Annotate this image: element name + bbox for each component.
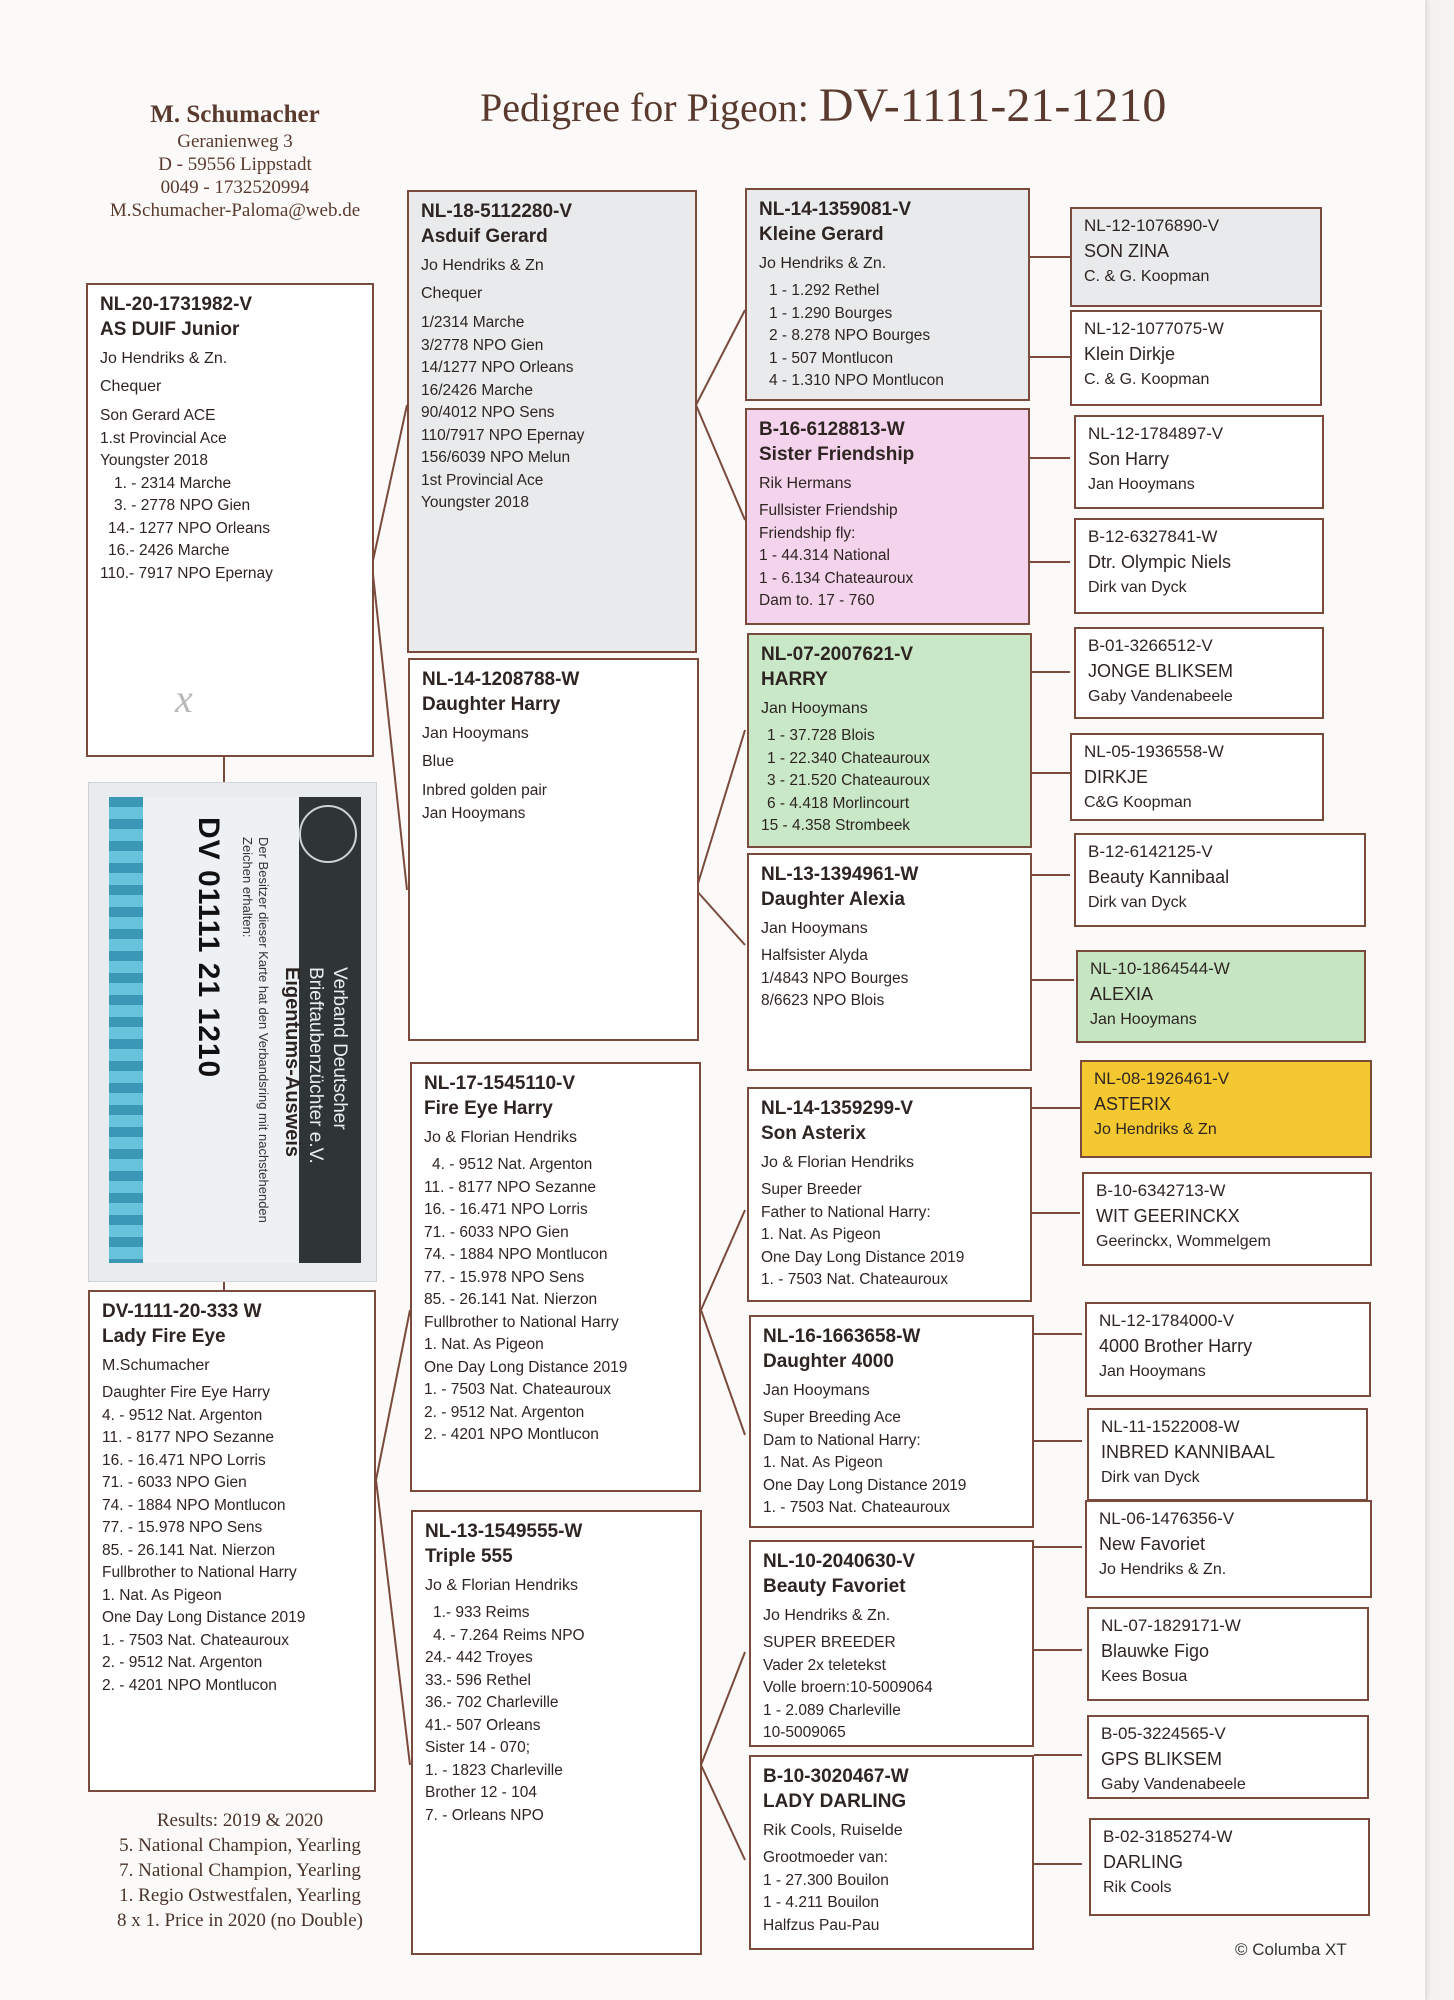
dam-sire-card: [410, 1062, 701, 1492]
result-line: 1 - 22.340 Chateauroux: [767, 749, 930, 767]
pigeon-color: Blue: [422, 753, 455, 770]
result-line: 16/2426 Marche: [421, 381, 534, 399]
gen4-card-6: [1070, 733, 1324, 821]
breeder-name: Jan Hooymans: [422, 725, 529, 742]
result-line: Super Breeding Ace: [763, 1409, 901, 1426]
result-line: 16.- 2426 Marche: [108, 542, 230, 559]
pigeon-name: Sister Friendship: [759, 444, 915, 465]
breeder-name: Rik Hermans: [759, 475, 852, 492]
pigeon-name: WIT GEERINCKX: [1096, 1206, 1240, 1226]
result-line: Grootmoeder van:: [763, 1849, 888, 1866]
pigeon-name: 4000 Brother Harry: [1099, 1336, 1253, 1356]
result-line: Fullbrother to National Harry: [102, 1564, 297, 1581]
result-line: Halfzus Pau-Pau: [763, 1916, 880, 1934]
result-line: 1. - 1823 Charleville: [425, 1761, 563, 1779]
breeder-name: Gaby Vandenabeele: [1101, 1776, 1246, 1793]
pigeon-name: Klein Dirkje: [1084, 344, 1176, 364]
ring-number: B-10-6342713-W: [1096, 1181, 1226, 1200]
result-line: One Day Long Distance 2019: [424, 1358, 628, 1376]
result-line: 1 - 2.089 Charleville: [763, 1701, 901, 1719]
ownership-card: [109, 797, 361, 1263]
breeder-name: Kees Bosua: [1101, 1668, 1188, 1685]
result-line: 2. - 4201 NPO Montlucon: [102, 1676, 277, 1694]
ring-number: NL-07-2007621-V: [761, 644, 914, 665]
result-line: 2. - 9512 Nat. Argenton: [424, 1403, 585, 1421]
ring-number: NL-10-1864544-W: [1090, 959, 1230, 978]
ring-number: DV-1111-20-333 W: [102, 1301, 262, 1322]
result-line: One Day Long Distance 2019: [763, 1476, 967, 1494]
result-line: 11. - 8177 NPO Sezanne: [424, 1178, 597, 1196]
breeder-name: Jo Hendriks & Zn.: [1099, 1561, 1227, 1578]
pigeon-name: HARRY: [761, 669, 828, 690]
gen3-card-8: [749, 1755, 1034, 1950]
result-line: Volle broern:10-5009064: [763, 1679, 933, 1696]
page-title: [480, 78, 1240, 133]
gen4-card-11: [1085, 1302, 1371, 1397]
pigeon-name: GPS BLIKSEM: [1101, 1749, 1223, 1769]
gen4-card-8: [1076, 950, 1366, 1043]
breeder-name: M.Schumacher: [102, 1357, 210, 1374]
result-line: 1 - 27.300 Bouilon: [763, 1871, 889, 1889]
ring-number: B-16-6128813-W: [759, 419, 905, 440]
result-line: 1. - 7503 Nat. Chateauroux: [763, 1499, 950, 1516]
result-line: 1. Nat. As Pigeon: [102, 1586, 222, 1604]
ring-number: B-02-3185274-W: [1103, 1827, 1233, 1846]
result-line: 1. - 2314 Marche: [114, 474, 232, 492]
dam-dam-card: [411, 1510, 702, 1955]
result-line: 71. - 6033 NPO Gien: [102, 1474, 247, 1491]
result-line: 1.st Provincial Ace: [100, 429, 227, 447]
results-line: 1. Regio Ostwestfalen, Yearling: [119, 1885, 361, 1906]
ring-number: NL-20-1731982-V: [100, 294, 253, 315]
title-ring-number: DV-1111-21-1210: [818, 79, 1167, 132]
ring-number: NL-07-1829171-W: [1101, 1616, 1241, 1635]
result-line: 74. - 1884 NPO Montlucon: [424, 1246, 608, 1263]
breeder-name: Geerinckx, Wommelgem: [1096, 1233, 1271, 1250]
gen3-card-4: [747, 853, 1032, 1071]
result-line: 1. Nat. As Pigeon: [424, 1336, 544, 1353]
result-line: 1 - 1.292 Rethel: [769, 282, 880, 299]
sire-sire-card: [407, 190, 697, 653]
result-line: 1. Nat. As Pigeon: [763, 1454, 883, 1471]
sire-card: [86, 283, 374, 757]
result-line: 4. - 9512 Nat. Argenton: [102, 1406, 263, 1424]
result-line: 85. - 26.141 Nat. Nierzon: [102, 1541, 276, 1559]
result-line: Vader 2x teletekst: [763, 1656, 886, 1674]
result-line: Daughter Fire Eye Harry: [102, 1384, 270, 1401]
ring-number: B-12-6327841-W: [1088, 527, 1218, 546]
result-line: 2. - 4201 NPO Montlucon: [424, 1426, 599, 1443]
result-line: Youngster 2018: [421, 494, 530, 511]
result-line: Sister 14 - 070;: [425, 1739, 531, 1756]
pigeon-name: Blauwke Figo: [1101, 1641, 1210, 1661]
breeder-name: Jo Hendriks & Zn.: [763, 1607, 891, 1624]
owner-city: D - 59556 Lippstadt: [158, 154, 312, 175]
result-line: 11. - 8177 NPO Sezanne: [102, 1429, 275, 1446]
result-line: 3/2778 NPO Gien: [421, 336, 544, 354]
pigeon-name: JONGE BLIKSEM: [1088, 661, 1234, 681]
result-line: 1 - 37.728 Blois: [767, 727, 875, 744]
result-line: Father to National Harry:: [761, 1203, 931, 1221]
result-line: 74. - 1884 NPO Montlucon: [102, 1496, 286, 1514]
result-line: 2. - 9512 Nat. Argenton: [102, 1654, 263, 1671]
owner-name: M. Schumacher: [150, 101, 320, 128]
breeder-name: C. & G. Koopman: [1084, 268, 1210, 285]
gen4-card-15: [1087, 1715, 1369, 1799]
result-line: Youngster 2018: [100, 452, 209, 469]
result-line: Brother 12 - 104: [425, 1784, 538, 1801]
result-line: 1. - 7503 Nat. Chateauroux: [424, 1381, 611, 1398]
result-line: Dam to National Harry:: [763, 1431, 921, 1449]
pigeon-name: Lady Fire Eye: [102, 1326, 226, 1347]
result-line: 77. - 15.978 NPO Sens: [424, 1268, 585, 1286]
pigeon-name: Beauty Favoriet: [763, 1576, 906, 1597]
ring-number: NL-10-2040630-V: [763, 1551, 916, 1572]
breeder-name: Dirk van Dyck: [1088, 894, 1187, 911]
ring-number: NL-12-1077075-W: [1084, 319, 1224, 338]
result-line: SUPER BREEDER: [763, 1634, 896, 1651]
breeder-name: Jan Hooymans: [1090, 1011, 1197, 1028]
gen4-card-5: [1074, 627, 1324, 719]
breeder-name: Jan Hooymans: [761, 700, 868, 717]
breeder-name: Jo & Florian Hendriks: [424, 1129, 577, 1146]
ring-number: NL-18-5112280-V: [421, 201, 573, 222]
result-line: 1st Provincial Ace: [421, 471, 544, 489]
ring-number: B-01-3266512-V: [1088, 636, 1213, 655]
ring-number: B-05-3224565-V: [1101, 1724, 1226, 1743]
gen3-card-7: [749, 1540, 1034, 1747]
result-line: 6 - 4.418 Morlincourt: [767, 794, 910, 812]
gen4-card-4: [1074, 518, 1324, 614]
pigeon-name: Son Asterix: [761, 1123, 866, 1144]
ring-number: NL-12-1076890-V: [1084, 216, 1220, 235]
pigeon-name: DIRKJE: [1084, 767, 1149, 787]
breeder-name: Jan Hooymans: [763, 1382, 870, 1399]
result-line: Fullsister Friendship: [759, 502, 898, 519]
result-line: 33.- 596 Rethel: [425, 1671, 531, 1689]
result-line: Fullbrother to National Harry: [424, 1313, 619, 1331]
pigeon-name: New Favoriet: [1099, 1534, 1206, 1554]
result-line: 16. - 16.471 NPO Lorris: [102, 1451, 266, 1469]
ownership-card-photo: [88, 782, 377, 1282]
result-line: 41.- 507 Orleans: [425, 1716, 541, 1734]
ring-number: B-12-6142125-V: [1088, 842, 1213, 861]
ring-number: NL-08-1926461-V: [1094, 1069, 1230, 1088]
result-line: Friendship fly:: [759, 524, 856, 542]
result-line: 1/2314 Marche: [421, 314, 525, 331]
pigeon-name: ASTERIX: [1094, 1094, 1172, 1114]
result-line: 110.- 7917 NPO Epernay: [100, 564, 273, 582]
result-line: 1.- 933 Reims: [433, 1604, 530, 1621]
pigeon-name: AS DUIF Junior: [100, 319, 240, 340]
pigeon-name: SON ZINA: [1084, 241, 1170, 261]
gen4-card-12: [1087, 1408, 1368, 1501]
results-title: Results: 2019 & 2020: [156, 1810, 324, 1831]
result-line: 3 - 21.520 Chateauroux: [767, 772, 930, 789]
result-line: 110/7917 NPO Epernay: [421, 426, 585, 444]
result-line: 71. - 6033 NPO Gien: [424, 1223, 569, 1241]
gen4-card-1: [1070, 207, 1322, 307]
ring-number: B-10-3020467-W: [763, 1766, 909, 1787]
owner-block: [90, 100, 380, 222]
breeder-name: Dirk van Dyck: [1101, 1469, 1200, 1486]
result-line: 24.- 442 Troyes: [425, 1649, 533, 1666]
card-description: Der Besitzer dieser Karte hat den Verbandsring mit nachstehenden Zeichen erhalten:: [240, 837, 271, 1223]
result-line: 1 - 6.134 Chateauroux: [759, 569, 914, 587]
breeder-name: Rik Cools: [1103, 1879, 1172, 1896]
card-ring-number: DV 01111 21 1210: [192, 817, 225, 1079]
result-line: 1 - 44.314 National: [759, 547, 890, 564]
breeder-name: Jo Hendriks & Zn: [1094, 1121, 1217, 1138]
owner-street: Geranienweg 3: [177, 131, 293, 152]
results-line: 8 x 1. Price in 2020 (no Double): [117, 1910, 363, 1931]
pigeon-name: Kleine Gerard: [759, 224, 884, 245]
result-line: 14.- 1277 NPO Orleans: [108, 519, 270, 537]
results-line: 7. National Champion, Yearling: [119, 1860, 361, 1881]
result-line: 4 - 1.310 NPO Montlucon: [769, 372, 944, 389]
card-organisation: Verband Deutscher Brieftaubenzüchter e.V.: [305, 967, 350, 1164]
result-line: 10-5009065: [763, 1724, 846, 1741]
result-line: Jan Hooymans: [422, 804, 526, 822]
result-line: 1. - 7503 Nat. Chateauroux: [761, 1271, 948, 1288]
result-line: One Day Long Distance 2019: [761, 1248, 965, 1266]
breeder-name: Gaby Vandenabeele: [1088, 688, 1233, 705]
result-line: 4. - 9512 Nat. Argenton: [432, 1156, 593, 1173]
result-line: 1/4843 NPO Bourges: [761, 969, 909, 987]
copyright-notice: © Columba XT: [1235, 1940, 1347, 1959]
ring-number: NL-13-1394961-W: [761, 864, 919, 885]
result-line: 8/6623 NPO Blois: [761, 992, 885, 1009]
result-line: Inbred golden pair: [422, 782, 547, 799]
gen4-card-7: [1074, 833, 1366, 927]
sire-dam-card: [408, 658, 699, 1041]
result-line: 77. - 15.978 NPO Sens: [102, 1519, 263, 1536]
pigeon-name: Dtr. Olympic Niels: [1088, 552, 1232, 572]
card-heading: Eigentums-Ausweis: [281, 967, 303, 1158]
pigeon-color: Chequer: [100, 378, 162, 395]
pigeon-name: Triple 555: [425, 1546, 513, 1567]
gen3-card-5: [747, 1087, 1032, 1302]
result-line: 14/1277 NPO Orleans: [421, 359, 574, 376]
ring-number: NL-11-1522008-W: [1101, 1417, 1240, 1436]
pigeon-name: Daughter Harry: [422, 694, 561, 715]
breeder-name: Jan Hooymans: [761, 920, 868, 937]
ring-number: NL-14-1359081-V: [759, 199, 912, 220]
pigeon-name: DARLING: [1103, 1852, 1184, 1872]
ring-number: NL-06-1476356-V: [1099, 1509, 1235, 1528]
card-text-rotated: [109, 797, 361, 1263]
breeder-name: Jo & Florian Hendriks: [761, 1154, 914, 1171]
result-line: 1. Nat. As Pigeon: [761, 1226, 881, 1243]
gen4-card-16: [1089, 1818, 1370, 1916]
gen4-card-3: [1074, 415, 1324, 509]
pigeon-name: Beauty Kannibaal: [1088, 867, 1230, 887]
handwritten-mark: x: [175, 676, 193, 721]
result-line: 1 - 507 Montlucon: [769, 349, 894, 367]
gen4-card-13: [1085, 1500, 1372, 1598]
gen4-card-14: [1087, 1607, 1369, 1701]
breeder-name: Jan Hooymans: [1088, 476, 1195, 493]
breeder-name: Dirk van Dyck: [1088, 579, 1187, 596]
result-line: 156/6039 NPO Melun: [421, 449, 571, 466]
ring-number: NL-14-1359299-V: [761, 1098, 914, 1119]
gen3-card-3: [747, 633, 1032, 848]
ring-number: NL-16-1663658-W: [763, 1326, 921, 1347]
result-line: Son Gerard ACE: [100, 407, 216, 424]
ring-number: NL-05-1936558-W: [1084, 742, 1224, 761]
result-line: One Day Long Distance 2019: [102, 1609, 306, 1626]
title-prefix: Pedigree for Pigeon:: [480, 85, 809, 130]
pigeon-name: Daughter Alexia: [761, 889, 905, 910]
owner-email[interactable]: M.Schumacher-Paloma@web.de: [109, 200, 361, 221]
result-line: 16. - 16.471 NPO Lorris: [424, 1201, 588, 1218]
result-line: 3. - 2778 NPO Gien: [114, 497, 251, 514]
gen3-card-1: [745, 188, 1030, 401]
pigeon-name: Son Harry: [1088, 449, 1170, 469]
result-line: 15 - 4.358 Strombeek: [761, 817, 911, 834]
breeder-name: Jo Hendriks & Zn.: [759, 255, 887, 272]
dam-card: [88, 1290, 376, 1792]
result-line: 7. - Orleans NPO: [425, 1806, 544, 1824]
pigeon-name: INBRED KANNIBAAL: [1101, 1442, 1276, 1462]
pigeon-name: Fire Eye Harry: [424, 1098, 553, 1119]
ring-number: NL-17-1545110-V: [424, 1073, 576, 1094]
result-line: 1. - 7503 Nat. Chateauroux: [102, 1631, 289, 1649]
gen4-card-10: [1082, 1172, 1372, 1266]
result-line: Halfsister Alyda: [761, 947, 868, 964]
pigeon-name: Daughter 4000: [763, 1351, 894, 1372]
pigeon-name: Asduif Gerard: [421, 226, 548, 247]
gen4-card-2: [1070, 310, 1322, 406]
result-line: Dam to. 17 - 760: [759, 592, 875, 609]
ring-number: NL-12-1784000-V: [1099, 1311, 1235, 1330]
gen4-card-9: [1080, 1060, 1372, 1158]
gen3-card-6: [749, 1315, 1034, 1528]
result-line: 2 - 8.278 NPO Bourges: [769, 327, 931, 344]
gen3-card-2: [745, 408, 1030, 625]
result-line: 1 - 1.290 Bourges: [769, 304, 893, 322]
ring-number: NL-13-1549555-W: [425, 1521, 583, 1542]
result-line: 85. - 26.141 Nat. Nierzon: [424, 1291, 598, 1308]
pigeon-color: Chequer: [421, 285, 483, 302]
breeder-name: Jan Hooymans: [1099, 1363, 1206, 1380]
owner-phone: 0049 - 1732520994: [160, 177, 310, 198]
result-line: 4. - 7.264 Reims NPO: [433, 1626, 585, 1644]
breeder-name: Jo Hendriks & Zn.: [100, 350, 228, 367]
result-line: 90/4012 NPO Sens: [421, 404, 555, 421]
breeder-name: C&G Koopman: [1084, 794, 1192, 811]
breeder-name: Rik Cools, Ruiselde: [763, 1822, 903, 1839]
results-summary: [90, 1808, 390, 1933]
ring-number: NL-12-1784897-V: [1088, 424, 1224, 443]
result-line: 1 - 4.211 Bouilon: [763, 1894, 880, 1911]
results-line: 5. National Champion, Yearling: [119, 1835, 361, 1856]
breeder-name: C. & G. Koopman: [1084, 371, 1210, 388]
result-line: Super Breeder: [761, 1181, 862, 1198]
breeder-name: Jo Hendriks & Zn: [421, 257, 544, 274]
result-line: 36.- 702 Charleville: [425, 1694, 559, 1711]
pigeon-name: LADY DARLING: [763, 1791, 907, 1812]
breeder-name: Jo & Florian Hendriks: [425, 1577, 578, 1594]
ring-number: NL-14-1208788-W: [422, 669, 580, 690]
pigeon-name: ALEXIA: [1090, 984, 1154, 1004]
